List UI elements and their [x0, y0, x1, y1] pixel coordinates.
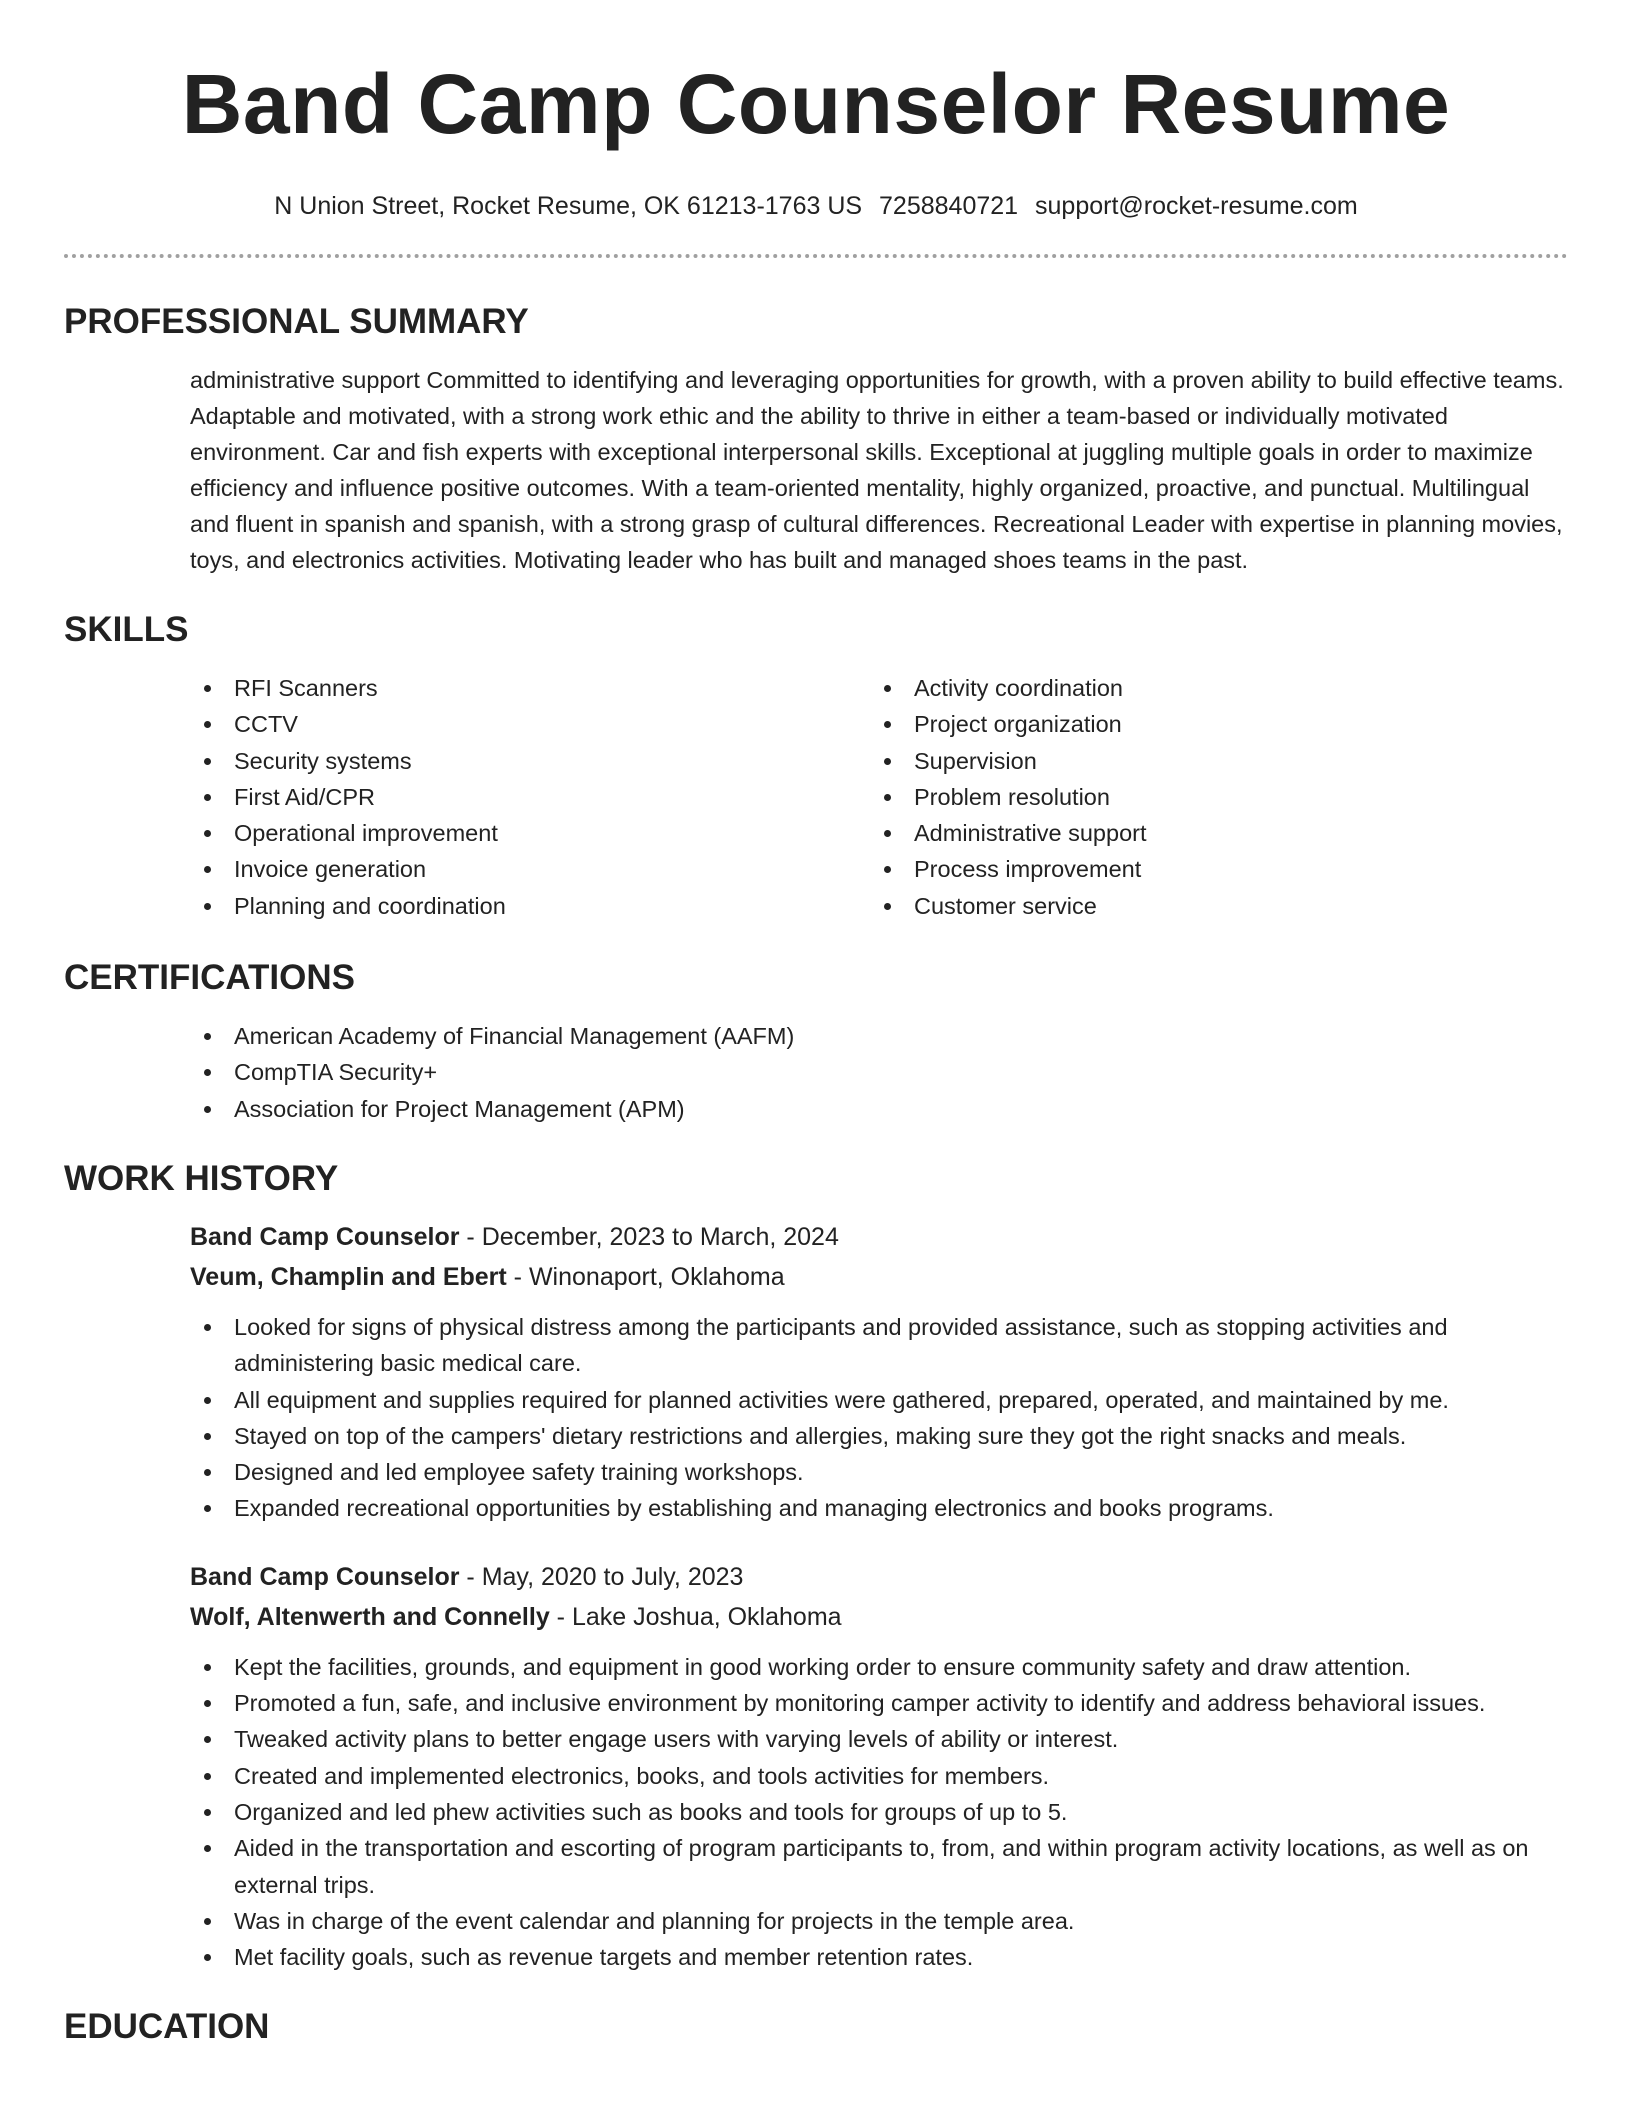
skill-item: Customer service: [884, 888, 1564, 924]
header-divider: [64, 254, 1568, 258]
job-duty-item: Met facility goals, such as revenue targets and member retention rates.: [204, 1939, 1568, 1975]
certification-item: Association for Project Management (APM): [204, 1091, 1568, 1127]
skill-item: Project organization: [884, 706, 1564, 742]
skill-item: First Aid/CPR: [204, 779, 884, 815]
job-duty-item: Created and implemented electronics, books, and tools activities for members.: [204, 1758, 1568, 1794]
skill-item: Invoice generation: [204, 851, 884, 887]
job-duty-item: Designed and led employee safety training workshops.: [204, 1454, 1568, 1490]
job-duty-item: Promoted a fun, safe, and inclusive environment by monitoring camper activity to identify and address behavioral issues.: [204, 1685, 1568, 1721]
job-location: - Winonaport, Oklahoma: [506, 1262, 785, 1291]
skill-item: CCTV: [204, 706, 884, 742]
job-duty-item: All equipment and supplies required for planned activities were gathered, prepared, operated, and maintained by me.: [204, 1382, 1568, 1418]
skill-item: Planning and coordination: [204, 888, 884, 924]
job-duty-item: Organized and led phew activities such as books and tools for groups of up to 5.: [204, 1794, 1568, 1830]
skills-heading: SKILLS: [64, 610, 189, 649]
job-entry: [64, 1557, 1568, 1976]
skill-item: Operational improvement: [204, 815, 884, 851]
job-title: Band Camp Counselor: [190, 1222, 460, 1251]
job-title-line: [190, 1217, 1568, 1257]
contact-address: N Union Street, Rocket Resume, OK 61213-1763 US: [274, 192, 863, 220]
skills-list: [204, 670, 1568, 924]
skill-item: Problem resolution: [884, 779, 1564, 815]
certification-item: CompTIA Security+: [204, 1054, 1568, 1090]
skill-item: Process improvement: [884, 851, 1564, 887]
work-history-heading: WORK HISTORY: [64, 1158, 339, 1198]
job-entry: [64, 1217, 1568, 1527]
summary-text: administrative support Committed to identifying and leveraging opportunities for growth, with a proven ability to build effective teams. Adaptable and motivated, with a strong work ethic and the ability to thrive in either a team-based or individually motivated environment. Car and fish experts with exceptional interpersonal skills. Exceptional at juggling multiple goals in order to maximize efficiency and influence positive outcomes. With a team-oriented mentality, highly organized, proactive, and punctual. Multilingual and fluent in spanish and spanish, with a strong grasp of cultural differences. Recreational Leader with expertise in planning movies, toys, and electronics activities. Motivating leader who has built and managed shoes teams in the past.: [190, 367, 1564, 573]
resume-page: [64, 0, 1568, 2049]
job-duties-list: [204, 1649, 1568, 1976]
job-company-line: [190, 1257, 1568, 1297]
skills-column-left: [204, 670, 884, 924]
job-duty-item: Was in charge of the event calendar and planning for projects in the temple area.: [204, 1903, 1568, 1939]
job-company-line: [190, 1597, 1568, 1637]
education-heading: EDUCATION: [64, 2007, 270, 2047]
contact-line: [64, 190, 1568, 222]
resume-title: Band Camp Counselor Resume: [181, 57, 1451, 151]
contact-email: support@rocket-resume.com: [1035, 192, 1358, 220]
job-duty-item: Aided in the transportation and escorting of program participants to, from, and within program activity locations, as well as on external trips.: [204, 1830, 1568, 1903]
job-duty-item: Stayed on top of the campers' dietary restrictions and allergies, making sure they got the right snacks and meals.: [204, 1418, 1568, 1454]
summary-heading: PROFESSIONAL SUMMARY: [64, 302, 529, 341]
skills-column-right: [884, 670, 1564, 924]
certification-item: American Academy of Financial Management (AAFM): [204, 1018, 1568, 1054]
job-title: Band Camp Counselor: [190, 1562, 460, 1591]
skill-item: Supervision: [884, 743, 1564, 779]
job-dates: - May, 2020 to July, 2023: [459, 1562, 744, 1591]
contact-phone: 7258840721: [879, 192, 1019, 220]
skill-item: RFI Scanners: [204, 670, 884, 706]
skill-item: Administrative support: [884, 815, 1564, 851]
job-duty-item: Expanded recreational opportunities by establishing and managing electronics and books programs.: [204, 1490, 1568, 1526]
job-dates: - December, 2023 to March, 2024: [459, 1222, 839, 1251]
job-duties-list: [204, 1309, 1568, 1527]
job-company: Veum, Champlin and Ebert: [190, 1262, 507, 1291]
skill-item: Activity coordination: [884, 670, 1564, 706]
job-duty-item: Looked for signs of physical distress among the participants and provided assistance, such as stopping activities and administering basic medical care.: [204, 1309, 1568, 1382]
job-duty-item: Tweaked activity plans to better engage users with varying levels of ability or interest.: [204, 1721, 1568, 1757]
certifications-list: [204, 1018, 1568, 1127]
job-duty-item: Kept the facilities, grounds, and equipment in good working order to ensure community safety and draw attention.: [204, 1649, 1568, 1685]
job-company: Wolf, Altenwerth and Connelly: [190, 1602, 550, 1631]
skill-item: Security systems: [204, 743, 884, 779]
job-title-line: [190, 1557, 1568, 1597]
certifications-heading: CERTIFICATIONS: [64, 958, 356, 998]
job-location: - Lake Joshua, Oklahoma: [549, 1602, 842, 1631]
